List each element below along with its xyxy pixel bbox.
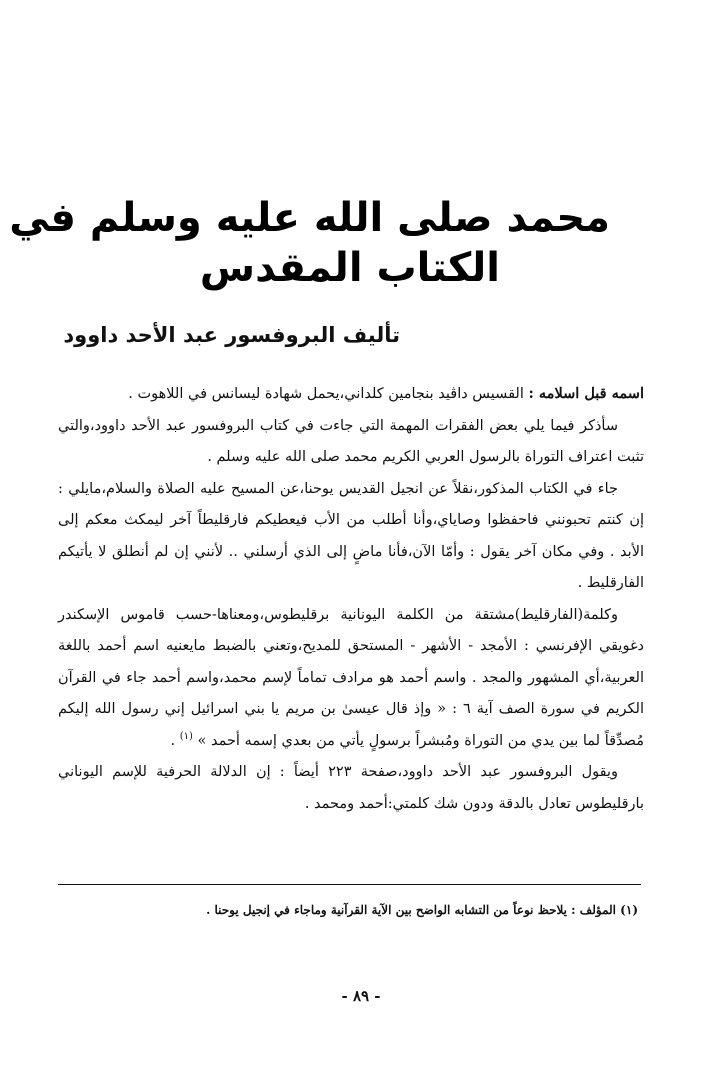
paragraph-text: القسيس داڤيد بنجامين كلداني،يحمل شهادة ليسانس في اللاهوت . [128,386,529,402]
paragraph [58,474,644,600]
paragraph-tail: . [170,732,180,749]
paragraph [58,411,644,474]
chapter-title-line-2: الكتاب المقدس [199,245,500,291]
paragraph [58,757,644,820]
footnote: (١) المؤلف : يلاحظ نوعاً من التشابه الواضح بين الآية القرآنية وماجاء في إنجيل يوحنا . [206,903,638,917]
footnote-divider [58,884,641,885]
body-text [58,378,644,820]
paragraph-text: سأذكر فيما يلي بعض الفقرات المهمة التي جاءت في كتاب البروفسور عبد الأحد داوود،والتي تثبت اعتراف التوراة بالرسول العربي الكريم محمد صلى الله عليه وسلم . [58,417,644,465]
paragraph-text: ويقول البروفسور عبد الأحد داوود،صفحة ٢٢٣ أيضاً : إن الدلالة الحرفية للإسم اليوناني بارقليطوس تعادل بالدقة ودون شك كلمتي:أحمد ومحمد . [58,764,644,812]
paragraph-text: وكلمة(الفارقليط)مشتقة من الكلمة اليونانية برقليطوس،ومعناها-حسب قاموس الإسكندر دغويقي الإفرنسي : الأمجد - الأشهر - المستحق للمديح،وتعني بالضبط مايعنيه اسم أحمد باللغة العربية،أي المشهور والمجد . واسم أحمد هو مرادف تماماً لإسم محمد،واسم أحمد جاء في القرآن الكريم في سورة الصف آية ٦ : « وإذ قال عيسىٰ بن مريم يا بني اسرائيل إني رسول الله إليكم مُصدِّقاً لما بين يدي من التوراة ومُبشراً برسولٍ يأتي من بعدي إسمه أحمد » [58,606,645,749]
chapter-title-line-1: محمد صلى الله عليه وسلم في [9,195,610,241]
author-heading: تأليف البروفسور عبد الأحد داوود [63,323,400,347]
paragraph-lead: اسمه قبل اسلامه : [528,385,644,402]
paragraph [58,378,644,411]
paragraph-text: جاء في الكتاب المذكور،نقلاً عن انجيل القديس يوحنا،عن المسيح عليه الصلاة والسلام،مايلي : إن كنتم تحبونني فاحفظوا وصاياي،وأنا أطلب من الأب فيعطيكم فارقليطاً آخر ليمكث معكم إلى الأبد . وفي مكان آخر يقول : وأمّا الآن،فأنا ماضٍ إلى الذي أرسلني .. لأنني إن لم أنطلق لا يأتيكم الفارقليط . [58,480,644,591]
page-number: - ٨٩ - [341,987,381,1005]
footnote-reference: (١) [179,730,193,742]
paragraph [58,600,644,758]
